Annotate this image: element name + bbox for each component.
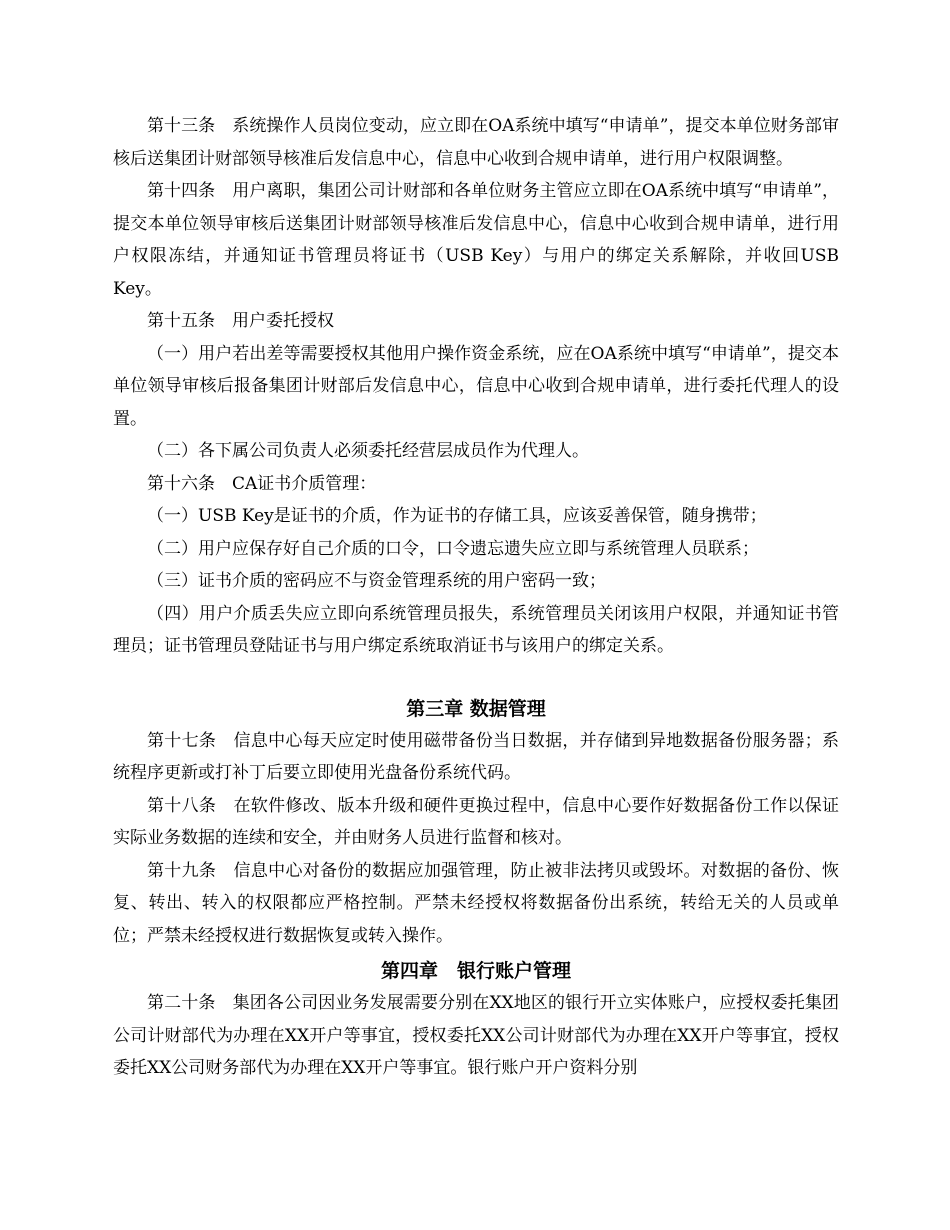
article-18: 第十八条 在软件修改、版本升级和硬件更换过程中，信息中心要作好数据备份工作以保证实际业务数据的连续和安全，并由财务人员进行监督和核对。 — [113, 795, 839, 848]
article-16: 第十六条 CA证书介质管理： — [147, 473, 377, 494]
article-16-item-2: （二）用户应保存好自己介质的口令，口令遗忘遗失应立即与系统管理人员联系； — [147, 538, 759, 559]
article-14: 第十四条 用户离职，集团公司计财部和各单位财务主管应立即在OA系统中填写“申请单”，提交本单位领导审核后送集团计财部领导核准后发信息中心，信息中心收到合规申请单，进行用户权限冻结，并通知证书管理员将证书（USB Key）与用户的绑定关系解除，并收回USB Key。 — [113, 181, 839, 299]
article-15-item-1: （一）用户若出差等需要授权其他用户操作资金系统，应在OA系统中填写“申请单”，提交本单位领导审核后报备集团计财部后发信息中心，信息中心收到合规申请单，进行委托代理人的设置。 — [113, 343, 839, 429]
article-19: 第十九条 信息中心对备份的数据应加强管理，防止被非法拷贝或毁坏。对数据的备份、恢复、转出、转入的权限都应严格控制。严禁未经授权将数据备份出系统，转给无关的人员或单位；严禁未经授权进行数据恢复或转入操作。 — [113, 860, 839, 946]
chapter-4-title: 第四章 银行账户管理 — [380, 960, 571, 982]
article-20: 第二十条 集团各公司因业务发展需要分别在XX地区的银行开立实体账户，应授权委托集团公司计财部代为办理在XX开户等事宜，授权委托XX公司计财部代为办理在XX开户等事宜，授权委托XX公司财务部代为办理在XX开户等事宜。银行账户开户资料分别 — [113, 993, 839, 1078]
article-16-item-1: （一）USB Key是证书的介质，作为证书的存储工具，应该妥善保管，随身携带； — [147, 506, 767, 526]
article-16-item-4: （四）用户介质丢失应立即向系统管理员报失，系统管理员关闭该用户权限，并通知证书管理员；证书管理员登陆证书与用户绑定系统取消证书与该用户的绑定关系。 — [113, 603, 839, 656]
article-15: 第十五条 用户委托授权 — [147, 311, 334, 331]
article-17: 第十七条 信息中心每天应定时使用磁带备份当日数据，并存储到异地数据备份服务器；系统程序更新或打补丁后要立即使用光盘备份系统代码。 — [113, 730, 839, 783]
article-16-item-3: （三）证书介质的密码应不与资金管理系统的用户密码一致； — [147, 571, 606, 591]
article-13: 第十三条 系统操作人员岗位变动，应立即在OA系统中填写“申请单”，提交本单位财务部审核后送集团计财部领导核准后发信息中心，信息中心收到合规申请单，进行用户权限调整。 — [113, 116, 839, 169]
chapter-3-title: 第三章 数据管理 — [406, 697, 546, 720]
document-body — [113, 110, 839, 1085]
article-15-item-2: （二）各下属公司负责人必须委托经营层成员作为代理人。 — [147, 441, 589, 461]
